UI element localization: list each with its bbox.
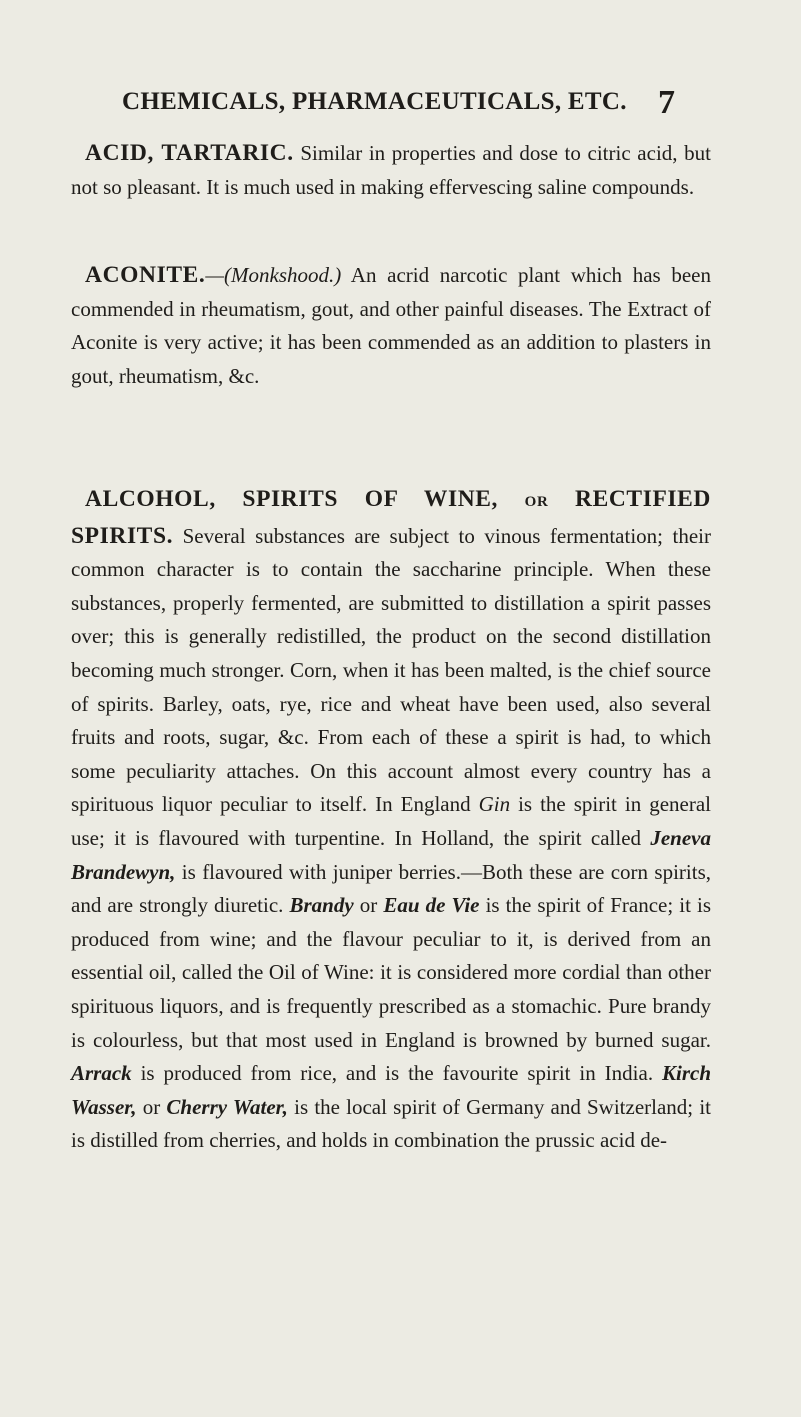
entry-aconite [71, 259, 711, 393]
entry-headword-or: OR [524, 494, 549, 510]
entry-text: Several substances are subject to vinous fermentation; their common character is to contain the saccharine principle. When these substances, properly fermented, are submitted to distillation a spirit passes over; this is generally redistilled, the product on the second distillation becoming much stronger. Corn, when it has been malted, is the chief source of spirits. Barley, oats, rye, rice and wheat have been used, also several fruits and roots, sugar, &c. From each of these a spirit is had, to which some peculiarity attaches. On this account almost every country has a spirituous liquor peculiar to itself. In England [71, 523, 711, 817]
entry-term: Eau de Vie [383, 893, 480, 918]
entry-text: is the spirit in general use; it is flavoured with turpentine. In Holland, the spirit called [71, 792, 711, 850]
entry-term: Brandy [289, 893, 354, 918]
entry-text: is produced from rice, and is the favourite spirit in India. [131, 1061, 662, 1086]
page-number: 7 [658, 84, 675, 121]
entry-headword: ACID, TARTARIC. [85, 140, 294, 166]
entry-text: or [136, 1094, 167, 1119]
entry-headword: RECTIFIED SPIRITS. [71, 486, 711, 549]
entry-acid-tartaric [71, 137, 711, 204]
entry-headword: ACONITE. [85, 262, 206, 288]
entry-term: Jeneva Brandewyn, [71, 825, 711, 884]
entry-term: Cherry Water, [166, 1094, 288, 1119]
entry-text: or [353, 893, 384, 918]
entry-term: Kirch Wasser, [71, 1061, 711, 1119]
entry-text: is flavoured with juniper berries.—Both these are corn spirits, and are strongly diuretic. [71, 859, 711, 918]
entry-text: An acrid narcotic plant which has been commended in rheumatism, gout, and other painful diseases. The Extract of Aconite is very active; it has been commended as an addition to plasters in gout, rheumatism, &c. [71, 263, 711, 388]
entry-alt-name: —(Monkshood.) [205, 263, 342, 287]
entry-term: Gin [478, 792, 511, 817]
entry-text: is the local spirit of Germany and Switzerland; it is distilled from cherries, and holds in combination the prussic acid de- [71, 1094, 711, 1153]
entry-alcohol [71, 483, 711, 1158]
entry-term: Arrack [71, 1061, 132, 1086]
entry-text: is the spirit of France; it is produced from wine; and the flavour peculiar to it, is derived from an essential oil, called the Oil of Wine: it is considered more cordial than other spirituous liquors, and is frequently prescribed as a stomachic. Pure brandy is colourless, but that most used in England is browned by burned sugar. [71, 893, 711, 1052]
running-header: CHEMICALS, PHARMACEUTICALS, ETC. [122, 88, 627, 115]
entry-headword: ALCOHOL, SPIRITS OF WINE, [85, 486, 525, 512]
entry-text: Similar in properties and dose to citric acid, but not so pleasant. It is much used in making effervescing saline compounds. [71, 141, 712, 199]
